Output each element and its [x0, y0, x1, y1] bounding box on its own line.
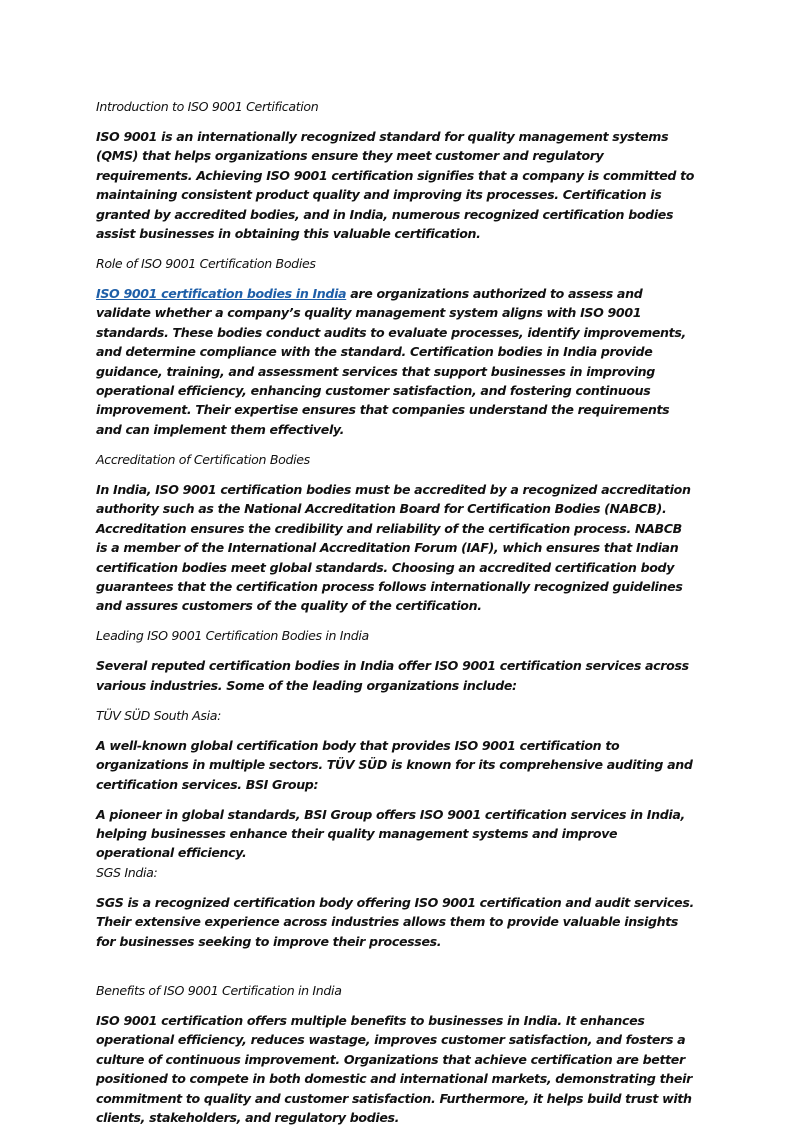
role-heading: Role of ISO 9001 Certification Bodies [96, 256, 316, 272]
intro-paragraph: ISO 9001 is an internationally recognized standard for quality management systems (QMS) that helps organizations ensure they meet customer and regulatory requirements. Achieving ISO 9001 certification signifies that a company is committed to maintaining consistent product quality and improving its processes. Certification is granted by accredited bodies, and in India, numerous recognized certification bodies assist businesses in obtaining this valuable certification. [96, 129, 695, 242]
leading-bodies-heading: Leading ISO 9001 Certification Bodies in India [96, 628, 369, 644]
certification-bodies-link[interactable]: ISO 9001 certification bodies in India [96, 286, 347, 302]
accreditation-paragraph: In India, ISO 9001 certification bodies must be accredited by a recognized accreditation authority such as the National Accreditation Board for Certification Bodies (NABCB). Accreditation ensures the credibility and reliability of the certification process. NABCB is a member of the International Accreditation Forum (IAF), which ensures that Indian certification bodies meet global standards. Choosing an accredited certification body guarantees that the certification process follows internationally recognized guidelines and assures customers of the quality of the certification. [96, 481, 691, 614]
accreditation-heading: Accreditation of Certification Bodies [96, 451, 310, 467]
role-paragraph [96, 284, 696, 439]
sgs-label: SGS India: [96, 864, 158, 880]
tuv-sud-paragraph: A well-known global certification body that provides ISO 9001 certification to organizations in multiple sectors. TÜV SÜD is known for its comprehensive auditing and certification services. BSI Group: [96, 737, 693, 792]
bsi-paragraph: A pioneer in global standards, BSI Group offers ISO 9001 certification services in India, helping businesses enhance their quality management systems and improve operational efficiency. [96, 806, 685, 861]
role-paragraph-text: are organizations authorized to assess and validate whether a company’s quality management system aligns with ISO 9001 standards. These bodies conduct audits to evaluate processes, identify improvements, and determine compliance with the standard. Certification bodies in India provide guidance, training, and assessment services that support businesses in improving operational efficiency, enhancing customer satisfaction, and fostering continuous improvement. Their expertise ensures that companies understand the requirements [96, 286, 686, 418]
role-paragraph-ending: and can implement them effectively. [96, 421, 345, 437]
tuv-sud-heading: TÜV SÜD South Asia: [96, 707, 222, 723]
sgs-paragraph: SGS is a recognized certification body offering ISO 9001 certification and audit services. Their extensive experience across industries allows them to provide valuable insights for businesses seeking to improve their processes. [96, 894, 694, 949]
benefits-paragraph: ISO 9001 certification offers multiple benefits to businesses in India. It enhances operational efficiency, reduces wastage, improves customer satisfaction, and fosters a culture of continuous improvement. Organizations that achieve certification are better positioned to compete in both domestic and international markets, demonstrating their commitment to quality and customer satisfaction. Furthermore, it helps build trust with clients, stakeholders, and regulatory bodies. [96, 1012, 692, 1125]
benefits-heading: Benefits of ISO 9001 Certification in India [96, 982, 342, 998]
intro-heading: Introduction to ISO 9001 Certification [96, 99, 319, 114]
leading-bodies-paragraph: Several reputed certification bodies in India offer ISO 9001 certification services across various industries. Some of the leading organizations include: [96, 658, 689, 693]
document-page [96, 97, 696, 1138]
blank-line [96, 962, 696, 981]
